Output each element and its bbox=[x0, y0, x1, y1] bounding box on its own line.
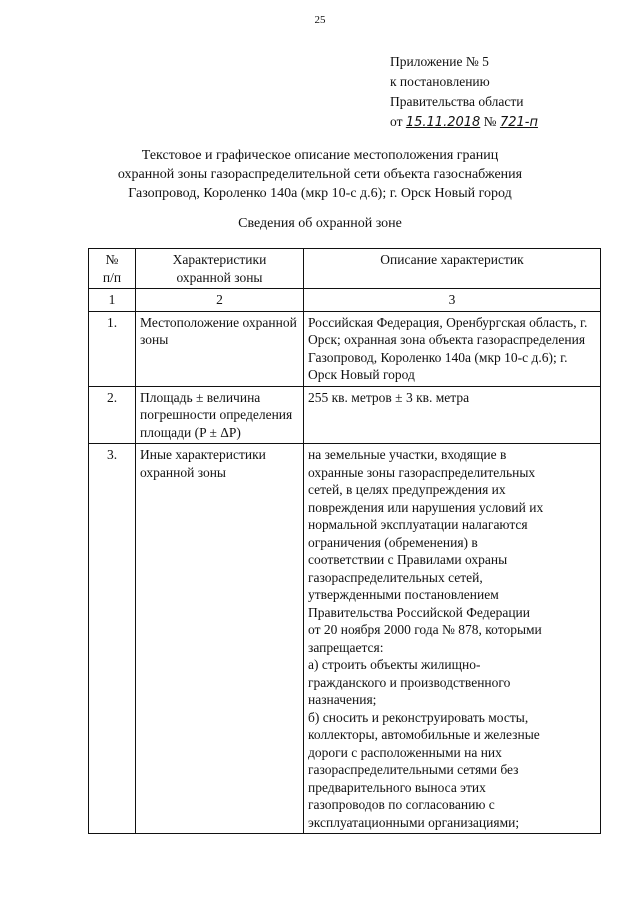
description-line: соответствии с Правилами охраны bbox=[308, 552, 508, 567]
description-line: Правительства Российской Федерации bbox=[308, 604, 530, 620]
appendix-date-line bbox=[390, 112, 538, 133]
appendix-government-line: Правительства области bbox=[390, 94, 524, 109]
table-row bbox=[89, 444, 601, 834]
index-cell: 3 bbox=[304, 289, 601, 312]
title-line-2: охранной зоны газораспределительной сети объекта газоснабжения bbox=[117, 167, 523, 182]
description-line: предварительного выноса этих bbox=[308, 779, 486, 795]
description-line: а) строить объекты жилищно- bbox=[308, 657, 481, 672]
document-title bbox=[90, 146, 550, 203]
table-row bbox=[89, 311, 601, 386]
date-prefix: от bbox=[390, 114, 403, 129]
page-number: 25 bbox=[314, 14, 326, 26]
number-prefix: № bbox=[483, 114, 497, 129]
table-row bbox=[89, 386, 601, 444]
description-line: б) сносить и реконструировать мосты, bbox=[308, 709, 529, 725]
description-line: запрещается: bbox=[308, 639, 384, 655]
row-number: 2. bbox=[89, 386, 136, 444]
description-line: охранные зоны газораспределительных bbox=[308, 464, 536, 480]
description-line: газопроводов по согласованию с bbox=[308, 797, 495, 812]
index-cell: 2 bbox=[136, 289, 304, 312]
description-line: сетей, в целях предупреждения их bbox=[308, 482, 506, 497]
description-line: газораспределительными сетями без bbox=[308, 762, 519, 777]
handwritten-number: 721-п bbox=[499, 115, 538, 130]
title-line-3: Газопровод, Короленко 140а (мкр 10-с д.6); г. Орск Новый город bbox=[128, 186, 512, 201]
appendix-decree-line: к постановлению bbox=[390, 74, 490, 89]
row-characteristic: Местоположение охранной зоны bbox=[136, 311, 304, 386]
row-number: 3. bbox=[89, 444, 136, 834]
description-line: ограничения (обременения) в bbox=[308, 534, 478, 550]
description-line: гражданского и производственного bbox=[308, 674, 511, 690]
row-description: Российская Федерация, Оренбургская область, г. Орск; охранная зона объекта газораспределения Газопровод, Короленко 140а (мкр 10-с д.6); г. Орск Новый город bbox=[304, 311, 601, 386]
protection-zone-table bbox=[88, 248, 601, 834]
description-line: дороги с расположенными на них bbox=[308, 744, 502, 760]
description-line: газораспределительных сетей, bbox=[308, 569, 483, 585]
row-description: 255 кв. метров ± 3 кв. метра bbox=[304, 386, 601, 444]
row-number: 1. bbox=[89, 311, 136, 386]
header-characteristics: Характеристики охранной зоны bbox=[136, 249, 304, 289]
table-header-row bbox=[89, 249, 601, 289]
title-line-1: Текстовое и графическое описание местоположения границ bbox=[141, 148, 499, 163]
index-cell: 1 bbox=[89, 289, 136, 312]
description-line: утвержденными постановлением bbox=[308, 587, 499, 602]
section-subtitle: Сведения об охранной зоне bbox=[238, 216, 402, 231]
table-index-row bbox=[89, 289, 601, 312]
handwritten-date: 15.11.2018 bbox=[405, 115, 481, 130]
description-line: от 20 ноября 2000 года № 878, которыми bbox=[308, 622, 542, 637]
header-description: Описание характеристик bbox=[304, 249, 601, 289]
appendix-title: Приложение № 5 bbox=[390, 54, 489, 69]
row-characteristic: Иные характеристики охранной зоны bbox=[136, 444, 304, 834]
description-line: эксплуатационными организациями; bbox=[308, 814, 520, 830]
row-description bbox=[304, 444, 601, 834]
description-line: повреждения или нарушения условий их bbox=[308, 499, 544, 515]
description-line: назначения; bbox=[308, 692, 377, 707]
header-number: № п/п bbox=[89, 249, 136, 289]
description-line: нормальной эксплуатации налагаются bbox=[308, 517, 528, 532]
appendix-block bbox=[390, 52, 538, 133]
description-line: коллекторы, автомобильные и железные bbox=[308, 727, 540, 742]
description-line: на земельные участки, входящие в bbox=[308, 447, 507, 462]
row-characteristic: Площадь ± величина погрешности определения площади (P ± ΔP) bbox=[136, 386, 304, 444]
